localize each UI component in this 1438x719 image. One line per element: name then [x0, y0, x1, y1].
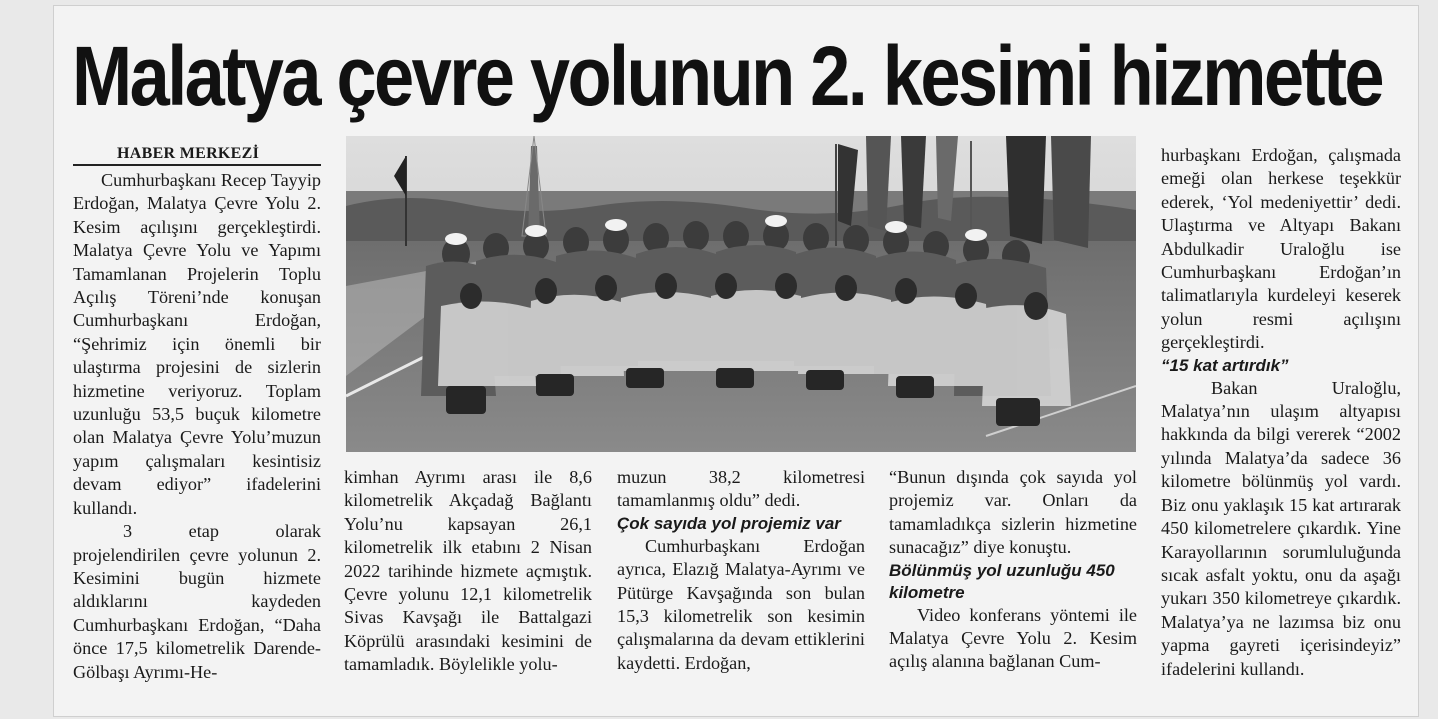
article-column-2 [344, 466, 592, 677]
newspaper-page [53, 5, 1419, 717]
byline: HABER MERKEZİ [73, 144, 321, 166]
paragraph: 3 etap olarak projelendirilen çevre yolunun 2. Kesimini bugün hizmete aldıklarını kaydeden Cumhurbaşkanı Erdoğan, “Daha önce 17,5 kilometrelik Darende-Gölbaşı Ayrımı-He- [73, 521, 321, 682]
subheading: Çok sayıda yol projemiz var [617, 513, 841, 533]
group-photo-image [346, 136, 1136, 452]
paragraph: Bakan Uraloğlu, Malatya’nın ulaşım altyapısı hakkında da bilgi vererek “2002 yılında Malatya’da sadece 36 kilometre bölünmüş yol vardı. Biz onu yaklaşık 15 kat artırarak 450 kilometrelere çıkardık. Yine Karayollarının sorumluluğunda sıcak asfalt yoktu, onu da aşağı yukarı 350 kilometreye çıkardık. Malatya’ya ne lazımsa biz onu yapma gayreti içerisindeyiz” ifadelerini kullandı. [1161, 377, 1401, 679]
subheading: Bölünmüş yol uzunluğu 450 kilometre [889, 560, 1115, 602]
article-column-5 [1161, 144, 1401, 681]
article-column-1 [73, 144, 321, 684]
paragraph: Cumhurbaşkanı Erdoğan ayrıca, Elazığ Malatya-Ayrımı ve Pütürge Kavşağında son bulan 15,3 kilometrelik son kesimin çalışmalarına da devam ettiklerini kaydetti. Erdoğan, [617, 535, 865, 673]
paragraph: muzun 38,2 kilometresi tamamlanmış oldu” dedi. [617, 467, 865, 511]
paragraph: “Bunun dışında çok sayıda yol projemiz var. Onları da tamamladıkça sizlerin hizmetine sunacağız” diye konuştu. [889, 467, 1137, 558]
subheading: “15 kat artırdık” [1161, 355, 1289, 375]
paragraph: kimhan Ayrımı arası ile 8,6 kilometrelik Akçadağ Bağlantı Yolu’nu kapsayan 26,1 kilometrelik ilk etabını 2 Nisan 2022 tarihinde hizmete açmıştık. Çevre yolunu 12,1 kilometrelik Sivas Kavşağı ile Battalgazi Köprülü arasındaki kesimini de tamamladık. Böylelikle yolu- [344, 467, 592, 675]
paragraph: Cumhurbaşkanı Recep Tayyip Erdoğan, Malatya Çevre Yolu 2. Kesim açılışını gerçekleştirdi. Malatya Çevre Yolu ve Yapımı Tamamlanan Projelerin Toplu Açılış Töreni’nde konuşan Cumhurbaşkanı Erdoğan, “Şehrimiz için önemli bir ulaştırma projesini de sizlerin hizmetine veriyoruz. Toplam uzunluğu 53,5 buçuk kilometre olan Malatya Çevre Yolu’muzun yapım çalışmaları kesintisiz devam ediyor” ifadelerini kullandı. [73, 170, 321, 518]
ceremony-photo [346, 136, 1136, 452]
paragraph: Video konferans yöntemi ile Malatya Çevre Yolu 2. Kesim açılış alanına bağlanan Cum- [889, 604, 1137, 672]
article-column-4 [889, 466, 1137, 674]
article-column-3 [617, 466, 865, 675]
paragraph: hurbaşkanı Erdoğan, çalışmada emeği olan herkese teşekkür ederek, ‘Yol medeniyettir’ dedi. Ulaştırma ve Altyapı Bakanı Abdulkadir Uraloğlu ise Cumhurbaşkanı Erdoğan’ın talimatlarıyla kurdeleyi keserek yolun resmi açılışını gerçekleştirdi. [1161, 145, 1401, 353]
headline: Malatya çevre yolunun 2. kesimi hizmette [72, 29, 1383, 123]
